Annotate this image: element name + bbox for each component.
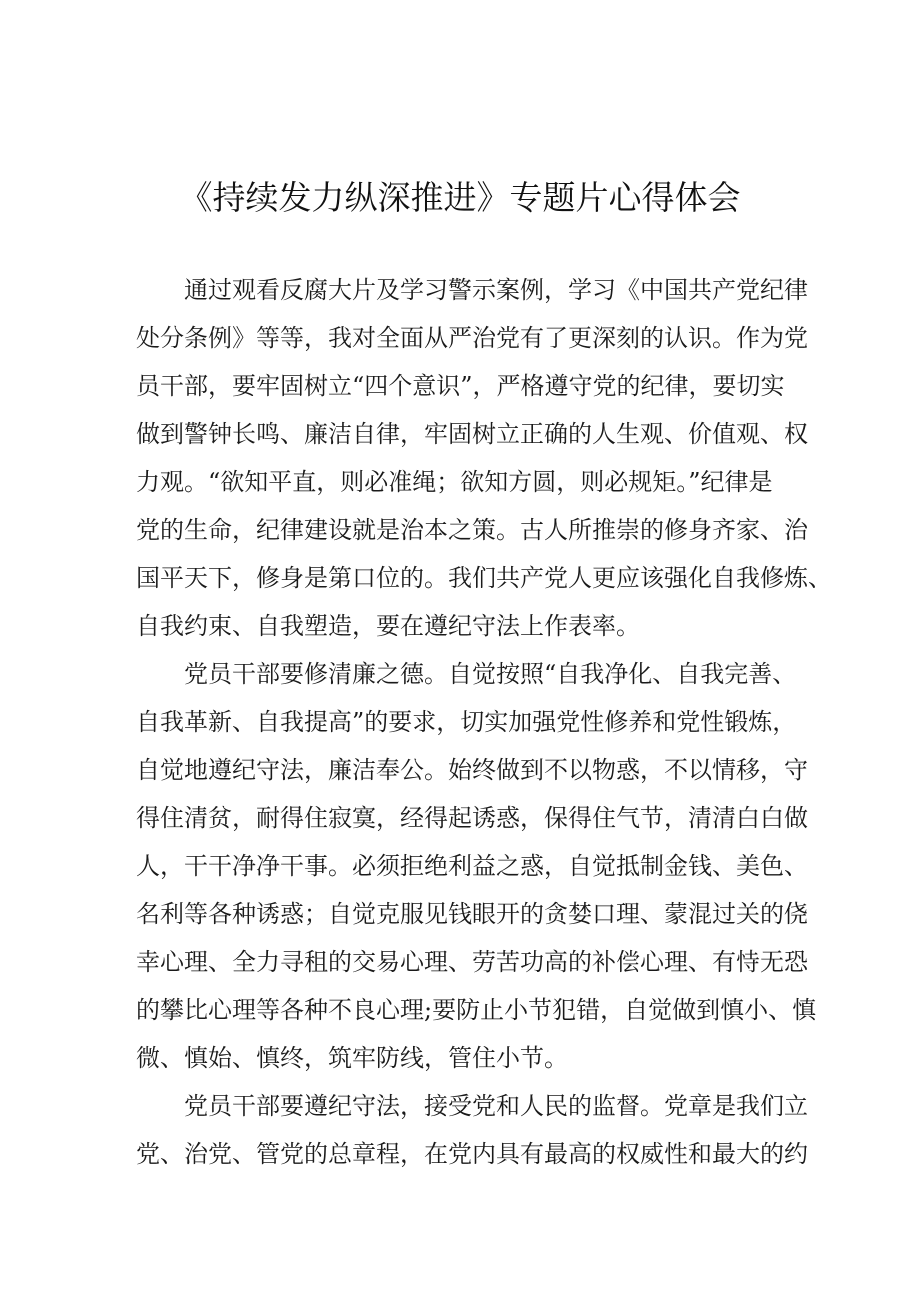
paragraph-line: 国平天下，修身是第口位的。我们共产党人更应该强化自我修炼、 [136,564,832,592]
paragraph-line: 处分条例》等等，我对全面从严治党有了更深刻的认识。作为党 [136,324,808,352]
paragraph-1 [136,266,832,650]
paragraph-line: 员干部，要牢固树立“四个意识”，严格遵守党的纪律，要切实 [136,372,785,400]
paragraph-line: 党员干部要遵纪守法，接受党和人民的监督。党章是我们立 [184,1092,808,1120]
paragraph-line: 做到警钟长鸣、廉洁自律，牢固树立正确的人生观、价值观、权 [136,420,808,448]
paragraph-line: 微、慎始、慎终，筑牢防线，管住小节。 [136,1044,568,1072]
paragraph-line: 自觉地遵纪守法，廉洁奉公。始终做到不以物惑，不以情移，守 [136,756,808,784]
paragraph-line: 自我约束、自我塑造，要在遵纪守法上作表率。 [136,612,640,640]
paragraph-line: 人，干干净净干事。必须拒绝利益之惑，自觉抵制金钱、美色、 [136,852,808,880]
paragraph-line: 名利等各种诱惑；自觉克服见钱眼开的贪婪口理、蒙混过关的侥 [136,900,808,928]
paragraph-line: 幸心理、全力寻租的交易心理、劳苦功高的补偿心理、有恃无恐 [136,948,808,976]
paragraph-line: 党的生命，纪律建设就是治本之策。古人所推崇的修身齐家、治 [136,516,808,544]
paragraph-line: 得住清贫，耐得住寂寞，经得起诱惑，保得住气节，清清白白做 [136,804,808,832]
paragraph-3 [136,1082,816,1178]
document-title: 《持续发力纵深推进》专题片心得体会 [179,178,741,217]
paragraph-line: 力观。“欲知平直，则必准绳；欲知方圆，则必规矩。”纪律是 [136,468,773,496]
paragraph-line: 通过观看反腐大片及学习警示案例，学习《中国共产党纪律 [184,276,808,304]
paragraph-2 [136,650,816,1082]
paragraph-line: 党员干部要修清廉之德。自觉按照“自我净化、自我完善、 [184,660,797,688]
paragraph-line: 的攀比心理等各种不良心理;要防止小节犯错，自觉做到慎小、慎 [136,996,817,1024]
paragraph-line: 自我革新、自我提高”的要求，切实加强党性修养和党性锻炼， [136,708,797,736]
paragraph-line: 党、治党、管党的总章程，在党内具有最高的权威性和最大的约 [136,1140,808,1168]
